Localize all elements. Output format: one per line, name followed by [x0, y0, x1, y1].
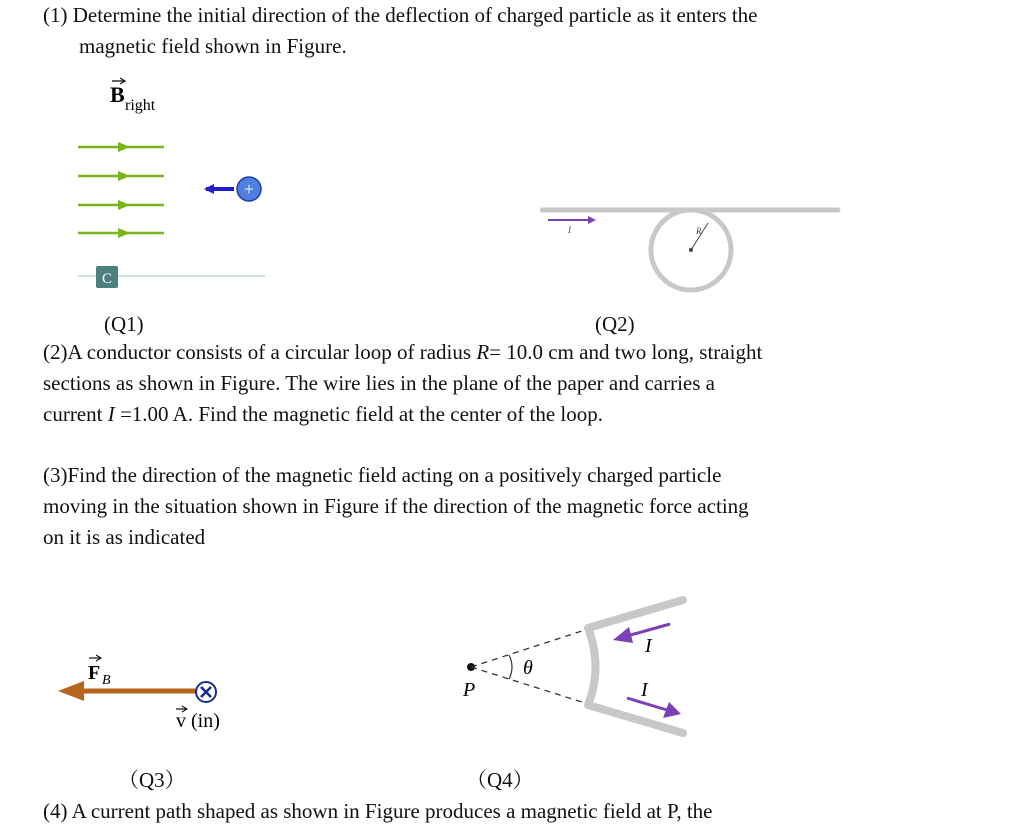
- magnetic-field-lines: [78, 142, 164, 238]
- angle-arc: [509, 655, 512, 679]
- field-symbol: B: [110, 82, 125, 107]
- field-vector-label: [110, 78, 156, 114]
- q2-line-1-prefix: (2)A conductor consists of a circular loop of radius: [43, 340, 477, 364]
- force-arrowhead: [58, 681, 84, 701]
- question-4-text: [43, 796, 983, 827]
- radius-label: R: [696, 226, 702, 236]
- figure-q1: [60, 70, 300, 300]
- force-symbol: F: [88, 662, 101, 684]
- q2-line-1-suffix: = 10.0 cm and two long, straight: [489, 340, 763, 364]
- question-4-line-1: (4) A current path shaped as shown in Figure produces a magnetic field at P, the: [43, 799, 713, 823]
- arc-segment: [588, 628, 596, 705]
- q2-line-3-suffix: =1.00 A. Find the magnetic field at the center of the loop.: [114, 402, 604, 426]
- point-label: P: [463, 679, 476, 701]
- caption-q2: (Q2): [595, 312, 635, 336]
- q2-line-3-prefix: current: [43, 402, 108, 426]
- question-3-line-1: (3)Find the direction of the magnetic field acting on a positively charged particle: [43, 463, 722, 487]
- question-2-line-1: [43, 337, 983, 368]
- figure-q4: [455, 590, 695, 740]
- field-arrowhead: [118, 142, 130, 152]
- question-2-text: [43, 337, 983, 430]
- velocity-label: v (in): [176, 710, 220, 732]
- force-subscript: B: [102, 673, 111, 688]
- question-3-line-2: moving in the situation shown in Figure if the direction of the magnetic force acting: [43, 494, 749, 518]
- question-1-text: [43, 0, 983, 62]
- radius-variable: R: [476, 340, 490, 364]
- question-2-line-3: [43, 399, 983, 430]
- caption-q3: （Q3）: [118, 768, 186, 792]
- charge-sign: +: [243, 179, 255, 199]
- current-label-bottom: I: [641, 679, 648, 701]
- field-arrowhead: [118, 171, 130, 181]
- question-1-line-2: magnetic field shown in Figure.: [79, 34, 347, 58]
- current-label-top: I: [645, 635, 652, 657]
- question-2-line-2: sections as shown in Figure. The wire lies in the plane of the paper and carries a: [43, 371, 715, 395]
- question-3-text: [43, 460, 983, 553]
- current-label: I: [568, 225, 571, 235]
- angle-label: θ: [523, 657, 533, 679]
- badge-letter: C: [101, 271, 113, 287]
- field-arrowhead: [118, 200, 130, 210]
- caption-q4: （Q4）: [466, 768, 534, 792]
- question-3-line-3: on it is as indicated: [43, 525, 206, 549]
- current-variable: I: [107, 402, 115, 426]
- field-subscript: right: [125, 97, 156, 114]
- current-arrowhead-top: [613, 627, 633, 643]
- question-1-line-1: (1) Determine the initial direction of the deflection of charged particle as it enters the: [43, 3, 758, 27]
- figure-q2: [540, 195, 850, 305]
- field-arrowhead: [118, 228, 130, 238]
- caption-q1: (Q1): [104, 312, 144, 336]
- figure-q3: [50, 650, 250, 745]
- current-arrowhead: [588, 216, 596, 224]
